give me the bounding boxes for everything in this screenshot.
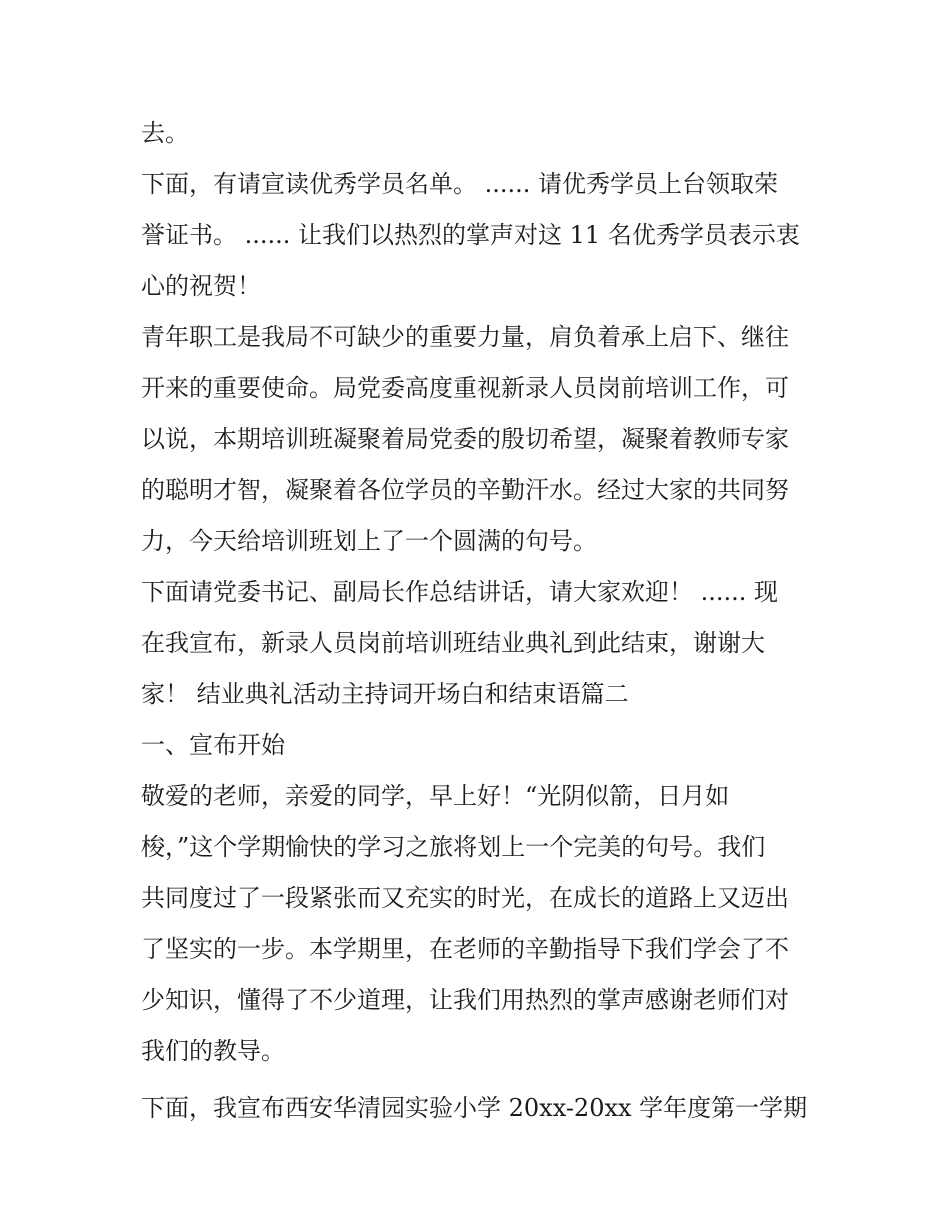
- text-line: 少知识，懂得了不少道理，让我们用热烈的掌声感谢老师们对: [141, 986, 789, 1014]
- text-line: 下面，我宣布西安华清园实验小学 20xx-20xx 学年度第一学期: [141, 1094, 808, 1122]
- text-line: 开来的重要使命。局党委高度重视新录人员岗前培训工作，可: [141, 374, 789, 402]
- text-line: 共同度过了一段紧张而又充实的时光，在成长的道路上又迈出: [141, 884, 789, 912]
- text-line: 下面，有请宣读优秀学员名单。 ...... 请优秀学员上台领取荣: [141, 170, 779, 198]
- text-line: 了坚实的一步。本学期里，在老师的辛勤指导下我们学会了不: [141, 935, 789, 963]
- text-line: 我们的教导。: [141, 1037, 285, 1065]
- text-line: 力，今天给培训班划上了一个圆满的句号。: [141, 527, 597, 555]
- text-line: 的聪明才智，凝聚着各位学员的辛勤汗水。经过大家的共同努: [141, 476, 789, 504]
- text-line: 青年职工是我局不可缺少的重要力量，肩负着承上启下、继往: [141, 323, 789, 351]
- text-line: 誉证书。 ...... 让我们以热烈的掌声对这 11 名优秀学员表示衷: [141, 221, 800, 249]
- text-line: 心的祝贺！: [141, 272, 261, 300]
- text-line: 在我宣布，新录人员岗前培训班结业典礼到此结束，谢谢大: [141, 629, 765, 657]
- text-line: 去。: [141, 119, 189, 147]
- document-body: [141, 108, 821, 1134]
- section-heading: 一、宣布开始: [141, 731, 285, 759]
- text-line: 家！ 结业典礼活动主持词开场白和结束语篇二: [141, 680, 629, 708]
- text-line: 梭，”这个学期愉快的学习之旅将划上一个完美的句号。我们: [141, 833, 766, 861]
- text-line: 敬爱的老师，亲爱的同学，早上好！“光阴似箭，日月如: [141, 782, 730, 810]
- text-line: 以说，本期培训班凝聚着局党委的殷切希望，凝聚着教师专家: [141, 425, 789, 453]
- text-line: 下面请党委书记、副局长作总结讲话，请大家欢迎！ ...... 现: [141, 578, 779, 606]
